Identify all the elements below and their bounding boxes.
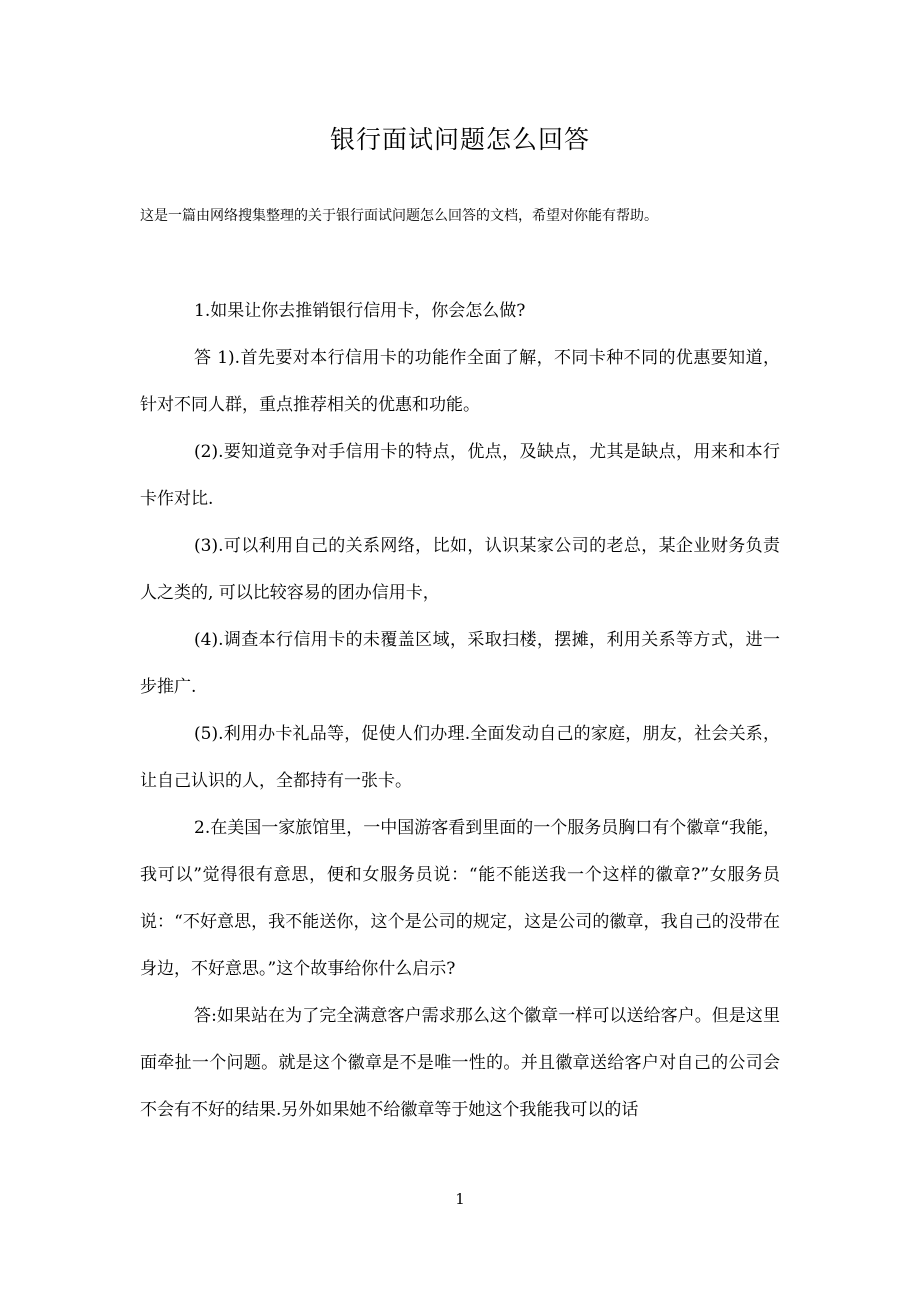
answer-2: 答:如果站在为了完全满意客户需求那么这个徽章一样可以送给客户。但是这里面牵扯一个问题。就是这个徽章是不是唯一性的。并且徽章送给客户对自己的公司会不会有不好的结果.另外如果她不给徽章等于她这个我能我可以的话 [140,1006,780,1120]
answer-1-point-4: (4).调查本行信用卡的未覆盖区域，采取扫楼，摆摊，利用关系等方式，进一步推广. [140,630,780,697]
document-body [140,288,780,1134]
answer-1-point-2: (2).要知道竞争对手信用卡的特点，优点，及缺点，尤其是缺点，用来和本行卡作对比. [140,442,780,509]
page-title: 银行面试问题怎么回答 [329,125,590,154]
intro-text: 这是一篇由网络搜集整理的关于银行面试问题怎么回答的文档，希望对你能有帮助。 [140,208,658,224]
answer-1-point-5: (5).利用办卡礼品等，促使人们办理.全面发动自己的家庭，朋友，社会关系，让自己认识的人，全都持有一张卡。 [140,724,780,791]
page-number: 1 [455,1190,465,1208]
answer-1-point-3: (3).可以利用自己的关系网络，比如，认识某家公司的老总，某企业财务负责人之类的, 可以比较容易的团办信用卡， [140,536,780,603]
question-1: 1.如果让你去推销银行信用卡，你会怎么做? [194,301,526,321]
question-2: 2.在美国一家旅馆里，一中国游客看到里面的一个服务员胸口有个徽章“我能，我可以”觉得很有意思，便和女服务员说：“能不能送我一个这样的徽章?”女服务员说：“不好意思，我不能送你，这个是公司的规定，这是公司的徽章，我自己的没带在身边，不好意思。”这个故事给你什么启示? [140,818,780,979]
answer-1-point-1: 答 1).首先要对本行信用卡的功能作全面了解，不同卡种不同的优惠要知道，针对不同人群，重点推荐相关的优惠和功能。 [140,348,780,415]
